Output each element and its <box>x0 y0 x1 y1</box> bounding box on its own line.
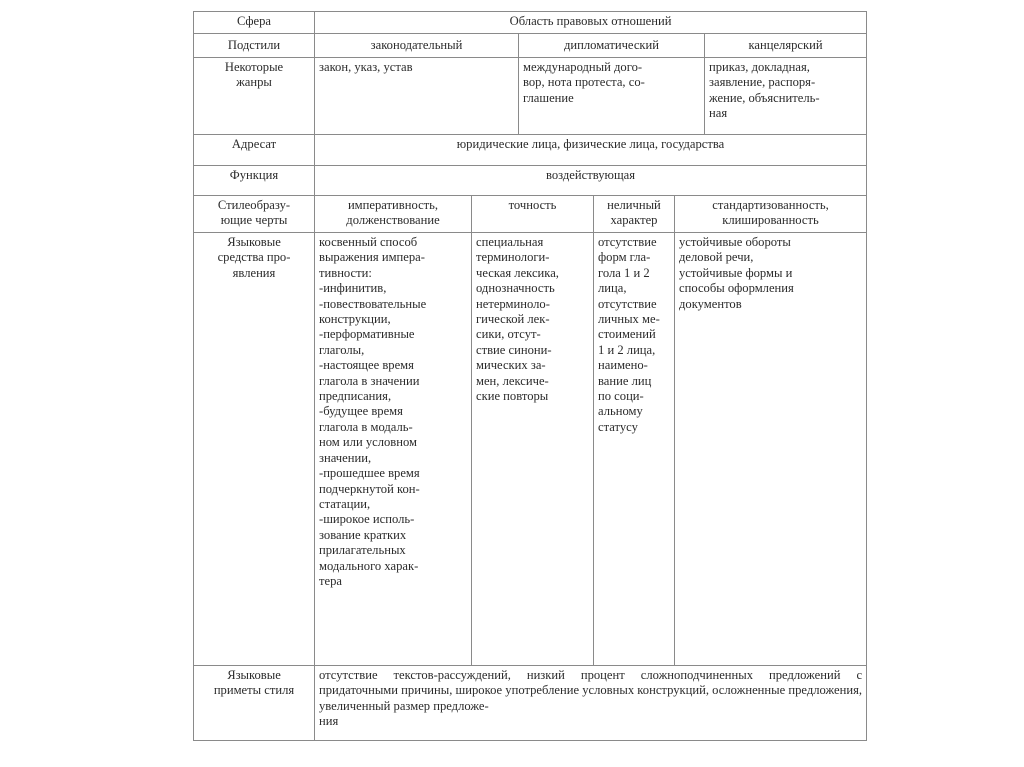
style-characteristics-table <box>193 11 867 741</box>
genres-diplomatic: международный дого- вор, нота протеста, со- глашение <box>519 58 705 135</box>
markers-label: Языковые приметы стиля <box>194 666 315 741</box>
genres-legislative: закон, указ, устав <box>315 58 519 135</box>
genres-label: Некоторые жанры <box>194 58 315 135</box>
means-precision: специальная терминологи- ческая лексика, однозначность нетерминоло- гической лек- сики, отсут- ствие синони- мических за- мен, лексиче- ские повторы <box>472 233 594 666</box>
substyle-clerical: канцелярский <box>705 34 867 58</box>
sphere-label: Сфера <box>194 12 315 34</box>
substyle-legislative: законодательный <box>315 34 519 58</box>
sphere-value: Область правовых отношений <box>315 12 867 34</box>
substyle-diplomatic: дипломатический <box>519 34 705 58</box>
row-markers <box>194 666 867 741</box>
substyles-label: Подстили <box>194 34 315 58</box>
addressee-value: юридические лица, физические лица, государства <box>315 135 867 166</box>
feature-impersonal: неличный характер <box>594 196 675 233</box>
means-label: Языковые средства про- явления <box>194 233 315 666</box>
genres-clerical: приказ, докладная, заявление, распоря- жение, объяснитель- ная <box>705 58 867 135</box>
means-imperativeness: косвенный способ выражения импера- тивности: -инфинитив, -повествовательные конструкции, -перформативные глаголы, -настоящее время глагола в значении предписания, -будущее время глагола в модаль- ном или условном значении, -прошедшее время подчеркнутой кон- статации, -широкое исполь- зование кратких прилагательных модального харак- тера <box>315 233 472 666</box>
feature-precision: точность <box>472 196 594 233</box>
row-features <box>194 196 867 233</box>
means-standardization: устойчивые обороты деловой речи, устойчивые формы и способы оформления документов <box>675 233 867 666</box>
feature-imperativeness: императивность, долженствование <box>315 196 472 233</box>
row-substyles <box>194 34 867 58</box>
means-impersonal: отсутствие форм гла- гола 1 и 2 лица, отсутствие личных ме- стоимений 1 и 2 лица, наимено- вание лиц по соци- альному статусу <box>594 233 675 666</box>
row-sphere <box>194 12 867 34</box>
feature-standardization: стандартизованность, клишированность <box>675 196 867 233</box>
function-label: Функция <box>194 166 315 196</box>
function-value: воздействующая <box>315 166 867 196</box>
markers-value: отсутствие текстов-рассуждений, низкий процент сложноподчиненных предложений с придаточными причины, широкое употребление условных конструкций, осложненные предложения, увеличенный размер предложе- ния <box>315 666 867 741</box>
features-label: Стилеобразу- ющие черты <box>194 196 315 233</box>
addressee-label: Адресат <box>194 135 315 166</box>
row-addressee <box>194 135 867 166</box>
row-genres <box>194 58 867 135</box>
row-function <box>194 166 867 196</box>
row-means <box>194 233 867 666</box>
